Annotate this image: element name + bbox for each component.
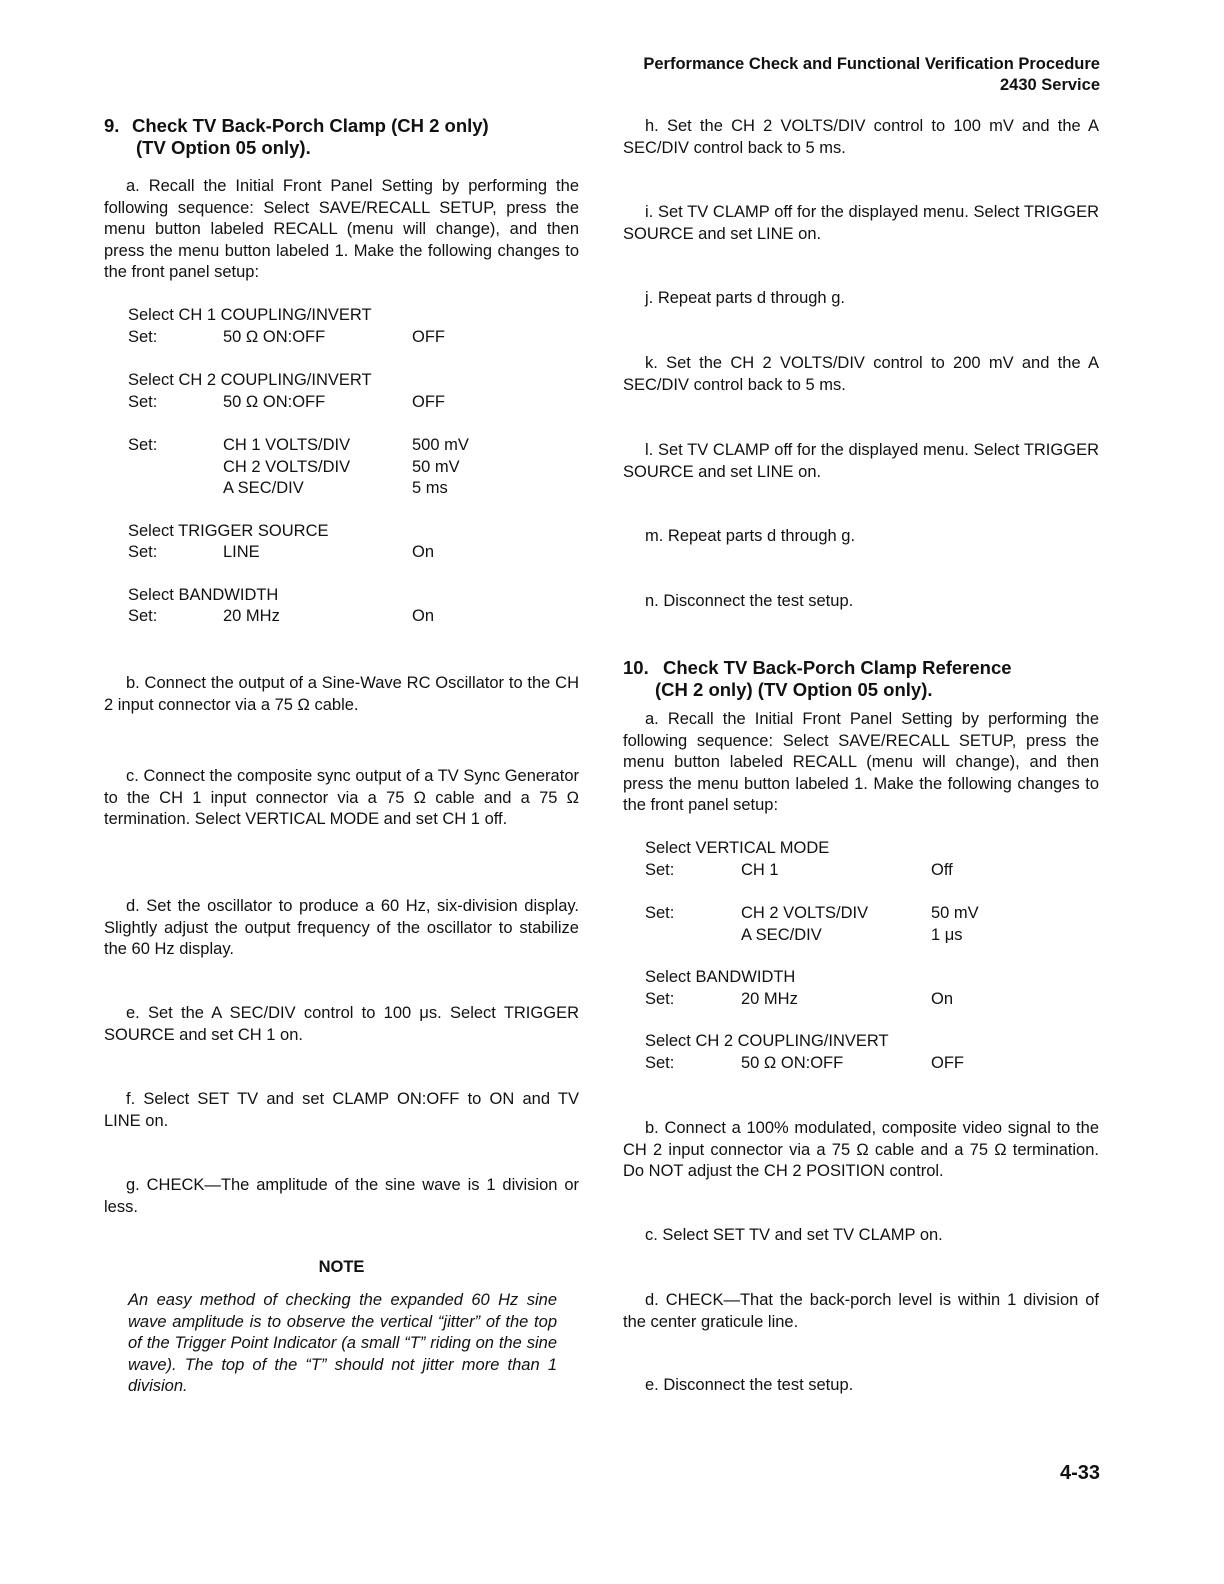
section-9-step-h: h. Set the CH 2 VOLTS/DIV control to 100 mV and the A SEC/DIV control back to 5 ms. bbox=[623, 117, 1099, 157]
settings-select: Select VERTICAL MODE bbox=[645, 839, 830, 857]
settings-item: A SEC/DIV bbox=[223, 479, 304, 497]
settings-value: On bbox=[412, 607, 435, 625]
settings-item: CH 1 VOLTS/DIV bbox=[223, 436, 351, 454]
settings-value: 500 mV bbox=[412, 436, 469, 454]
section-9-title-line1: Check TV Back-Porch Clamp (CH 2 only) bbox=[132, 115, 489, 136]
settings-value: OFF bbox=[412, 392, 445, 411]
settings-item: LINE bbox=[223, 543, 260, 561]
settings-value: 1 μs bbox=[931, 925, 963, 944]
section-10-settings bbox=[645, 838, 1065, 1074]
settings-set-label: Set: bbox=[128, 543, 158, 561]
section-9-step-f: f. Select SET TV and set CLAMP ON:OFF to ON and TV LINE on. bbox=[104, 1090, 579, 1130]
settings-select: Select BANDWIDTH bbox=[128, 585, 279, 604]
settings-value: 50 mV bbox=[412, 457, 460, 476]
section-10-step-b: b. Connect a 100% modulated, composite video signal to the CH 2 input connector via a 75 Ω cable and a 75 Ω termination. Do NOT adjust the CH 2 POSITION control. bbox=[623, 1119, 1099, 1180]
section-9-step-g: g. CHECK—The amplitude of the sine wave is 1 division or less. bbox=[104, 1176, 579, 1216]
settings-set-label: Set: bbox=[128, 436, 158, 454]
section-10-heading bbox=[623, 657, 1099, 701]
settings-select: Select CH 1 COUPLING/INVERT bbox=[128, 306, 372, 324]
section-9-step-m: m. Repeat parts d through g. bbox=[645, 527, 856, 545]
section-10-step-a: a. Recall the Initial Front Panel Setting by performing the following sequence: Select SAVE/RECALL SETUP, press the menu button labeled RECALL (menu will change), and then press the menu button labeled 1. Make the following changes to the front panel setup: bbox=[623, 710, 1099, 814]
settings-set-label: Set: bbox=[645, 860, 675, 879]
section-9-number: 9. bbox=[104, 115, 120, 136]
section-9-settings bbox=[128, 305, 548, 628]
section-9-title-line2: (TV Option 05 only). bbox=[136, 137, 311, 158]
note-title: NOTE bbox=[318, 1258, 365, 1276]
section-9-step-i: i. Set TV CLAMP off for the displayed menu. Select TRIGGER SOURCE and set LINE on. bbox=[623, 203, 1099, 243]
settings-select: Select TRIGGER SOURCE bbox=[128, 521, 329, 540]
settings-select: Select CH 2 COUPLING/INVERT bbox=[128, 371, 372, 389]
header-title: Performance Check and Functional Verification Procedure bbox=[643, 55, 1100, 73]
header-subtitle: 2430 Service bbox=[999, 76, 1100, 94]
section-9-step-b: b. Connect the output of a Sine-Wave RC Oscillator to the CH 2 input connector via a 75 Ω cable. bbox=[104, 674, 579, 714]
section-9-step-n: n. Disconnect the test setup. bbox=[645, 592, 854, 610]
section-9-step-c: c. Connect the composite sync output of a TV Sync Generator to the CH 1 input connector via a 75 Ω cable and a 75 Ω termination. Select VERTICAL MODE and set CH 1 off. bbox=[104, 767, 579, 828]
settings-set-label: Set: bbox=[128, 607, 158, 625]
page-number: 4-33 bbox=[1059, 1462, 1100, 1484]
left-column bbox=[104, 0, 579, 1584]
settings-item: CH 1 bbox=[741, 860, 779, 879]
settings-value: OFF bbox=[931, 1053, 964, 1072]
settings-set-label: Set: bbox=[645, 904, 675, 922]
section-10-title-line2: (CH 2 only) (TV Option 05 only). bbox=[655, 679, 933, 700]
settings-value: 5 ms bbox=[412, 479, 448, 497]
section-9-step-a: a. Recall the Initial Front Panel Setting by performing the following sequence: Select SAVE/RECALL SETUP, press the menu button labeled RECALL (menu will change), and then press the menu button labeled 1. Make the following changes to the front panel setup: bbox=[104, 177, 579, 281]
settings-item: 20 MHz bbox=[223, 607, 280, 625]
settings-value: Off bbox=[931, 860, 953, 879]
settings-select: Select CH 2 COUPLING/INVERT bbox=[645, 1032, 889, 1050]
section-10-step-d: d. CHECK—That the back-porch level is within 1 division of the center graticule line. bbox=[623, 1291, 1099, 1331]
section-9-step-l: l. Set TV CLAMP off for the displayed menu. Select TRIGGER SOURCE and set LINE on. bbox=[623, 441, 1099, 481]
right-column bbox=[623, 0, 1099, 1584]
section-9-step-d: d. Set the oscillator to produce a 60 Hz, six-division display. Slightly adjust the output frequency of the oscillator to stabilize the 60 Hz display. bbox=[104, 897, 579, 958]
settings-select: Select BANDWIDTH bbox=[645, 968, 796, 986]
settings-item: CH 2 VOLTS/DIV bbox=[741, 904, 869, 922]
settings-set-label: Set: bbox=[645, 1053, 675, 1072]
settings-set-label: Set: bbox=[128, 327, 158, 346]
settings-value: 50 mV bbox=[931, 904, 979, 922]
section-9-step-e: e. Set the A SEC/DIV control to 100 μs. Select TRIGGER SOURCE and set CH 1 on. bbox=[104, 1004, 579, 1044]
settings-item: CH 2 VOLTS/DIV bbox=[223, 457, 351, 476]
section-10-number: 10. bbox=[623, 657, 649, 678]
note-text: An easy method of checking the expanded 60 Hz sine wave amplitude is to observe the vertical “jitter” of the top of the Trigger Point Indicator (a small “T” riding on the sine wave). The top of the “T” should not jitter more than 1 division. bbox=[128, 1291, 557, 1395]
section-10-step-e: e. Disconnect the test setup. bbox=[645, 1376, 854, 1394]
settings-set-label: Set: bbox=[128, 392, 158, 411]
section-10-step-c: c. Select SET TV and set TV CLAMP on. bbox=[645, 1226, 943, 1244]
settings-value: On bbox=[931, 989, 954, 1008]
settings-item: A SEC/DIV bbox=[741, 925, 822, 944]
section-9-step-j: j. Repeat parts d through g. bbox=[645, 289, 845, 307]
settings-item: 20 MHz bbox=[741, 989, 798, 1008]
settings-value: OFF bbox=[412, 327, 445, 346]
settings-set-label: Set: bbox=[645, 989, 675, 1008]
section-9-heading bbox=[104, 115, 579, 159]
settings-item: 50 Ω ON:OFF bbox=[741, 1053, 844, 1072]
section-10-title-line1: Check TV Back-Porch Clamp Reference bbox=[663, 657, 1012, 678]
section-9-step-k: k. Set the CH 2 VOLTS/DIV control to 200 mV and the A SEC/DIV control back to 5 ms. bbox=[623, 354, 1099, 394]
settings-item: 50 Ω ON:OFF bbox=[223, 392, 326, 411]
settings-value: On bbox=[412, 543, 435, 561]
settings-item: 50 Ω ON:OFF bbox=[223, 327, 326, 346]
